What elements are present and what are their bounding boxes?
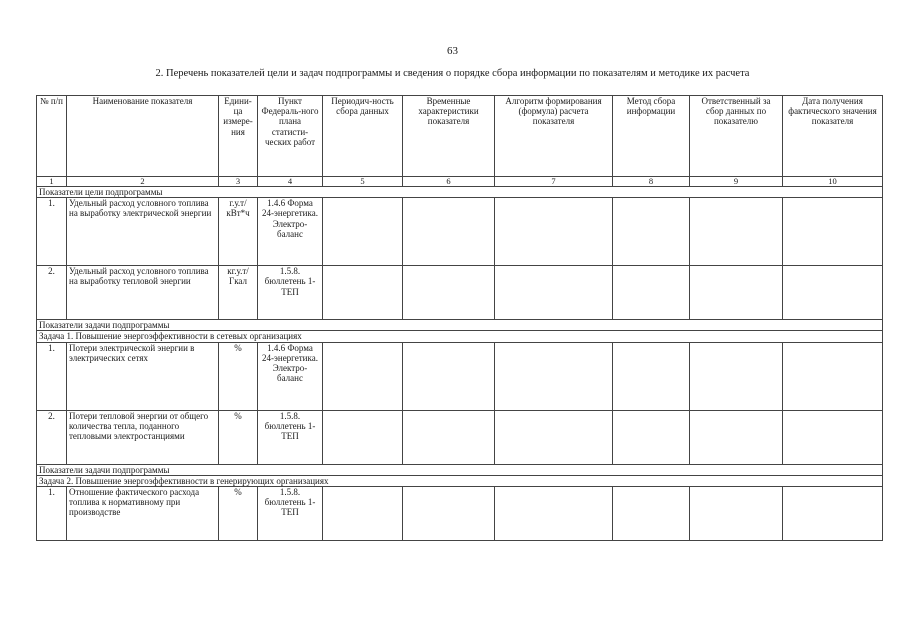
row-name: Потери электрической энергии в электрических сетях (67, 342, 219, 410)
section-row (37, 320, 883, 331)
header-periodicity: Периодич-ность сбора данных (323, 96, 403, 177)
table-row (37, 198, 883, 266)
empty-cell (495, 266, 613, 320)
row-plan-item: 1.4.6 Форма 24-энергетика. Электро-баланс (258, 198, 323, 266)
row-unit: % (219, 487, 258, 541)
header-time-characteristics: Временные характеристики показателя (403, 96, 495, 177)
empty-cell (613, 266, 690, 320)
task2-title: Задача 2. Повышение энергоэффективности в генерирующих организациях (37, 475, 883, 486)
row-plan-item: 1.4.6 Форма 24-энергетика. Электро-баланс (258, 342, 323, 410)
section-task1: Показатели задачи подпрограммы (37, 320, 883, 331)
header-row (37, 96, 883, 177)
empty-cell (613, 198, 690, 266)
empty-cell (690, 342, 783, 410)
empty-cell (495, 487, 613, 541)
header-name: Наименование показателя (67, 96, 219, 177)
section-task2: Показатели задачи подпрограммы (37, 464, 883, 475)
column-number: 9 (690, 177, 783, 187)
section-row (37, 464, 883, 475)
indicators-table (36, 95, 883, 541)
header-unit: Едини-ца измере-ния (219, 96, 258, 177)
header-responsible: Ответственный за сбор данных по показателю (690, 96, 783, 177)
row-unit: кг.у.т/ Гкал (219, 266, 258, 320)
empty-cell (783, 410, 883, 464)
empty-cell (495, 198, 613, 266)
row-plan-item: 1.5.8. бюллетень 1-ТЕП (258, 266, 323, 320)
empty-cell (495, 342, 613, 410)
column-number: 2 (67, 177, 219, 187)
empty-cell (613, 342, 690, 410)
empty-cell (783, 266, 883, 320)
empty-cell (690, 487, 783, 541)
empty-cell (783, 342, 883, 410)
table-row (37, 266, 883, 320)
empty-cell (403, 410, 495, 464)
empty-cell (613, 487, 690, 541)
table-row (37, 410, 883, 464)
header-method: Метод сбора информации (613, 96, 690, 177)
row-unit: % (219, 342, 258, 410)
row-name: Отношение фактического расхода топлива к нормативному при производстве (67, 487, 219, 541)
table-row (37, 487, 883, 541)
empty-cell (783, 487, 883, 541)
header-plan-item: Пункт Федераль-ного плана статисти-ческих работ (258, 96, 323, 177)
column-number: 10 (783, 177, 883, 187)
column-number: 5 (323, 177, 403, 187)
section-row (37, 187, 883, 198)
column-number: 8 (613, 177, 690, 187)
empty-cell (323, 487, 403, 541)
row-unit: г.у.т/ кВт*ч (219, 198, 258, 266)
empty-cell (403, 342, 495, 410)
row-name: Потери тепловой энергии от общего количества тепла, поданного тепловыми электростанциями (67, 410, 219, 464)
empty-cell (783, 198, 883, 266)
row-plan-item: 1.5.8. бюллетень 1-ТЕП (258, 487, 323, 541)
empty-cell (690, 410, 783, 464)
row-num: 1. (37, 342, 67, 410)
empty-cell (323, 342, 403, 410)
header-num: № п/п (37, 96, 67, 177)
header-algorithm: Алгоритм формирования (формула) расчета показателя (495, 96, 613, 177)
empty-cell (403, 198, 495, 266)
row-plan-item: 1.5.8. бюллетень 1-ТЕП (258, 410, 323, 464)
empty-cell (690, 198, 783, 266)
empty-cell (323, 198, 403, 266)
empty-cell (495, 410, 613, 464)
page-number: 63 (447, 45, 458, 57)
row-num: 1. (37, 487, 67, 541)
empty-cell (690, 266, 783, 320)
section-row (37, 475, 883, 486)
page-heading: 2. Перечень показателей цели и задач подпрограммы и сведения о порядке сбора информации по показателям и методике их расчета (155, 68, 750, 79)
row-num: 2. (37, 410, 67, 464)
empty-cell (403, 266, 495, 320)
empty-cell (323, 410, 403, 464)
empty-cell (403, 487, 495, 541)
column-number: 7 (495, 177, 613, 187)
column-number: 4 (258, 177, 323, 187)
header-date: Дата получения фактического значения показателя (783, 96, 883, 177)
row-name: Удельный расход условного топлива на выработку тепловой энергии (67, 266, 219, 320)
column-number: 1 (37, 177, 67, 187)
row-num: 1. (37, 198, 67, 266)
empty-cell (613, 410, 690, 464)
row-num: 2. (37, 266, 67, 320)
column-number: 3 (219, 177, 258, 187)
section-goal: Показатели цели подпрограммы (37, 187, 883, 198)
column-number-row (37, 177, 883, 187)
empty-cell (323, 266, 403, 320)
task1-title: Задача 1. Повышение энергоэффективности в сетевых организациях (37, 331, 883, 342)
section-row (37, 331, 883, 342)
row-unit: % (219, 410, 258, 464)
table-row (37, 342, 883, 410)
column-number: 6 (403, 177, 495, 187)
row-name: Удельный расход условного топлива на выработку электрической энергии (67, 198, 219, 266)
